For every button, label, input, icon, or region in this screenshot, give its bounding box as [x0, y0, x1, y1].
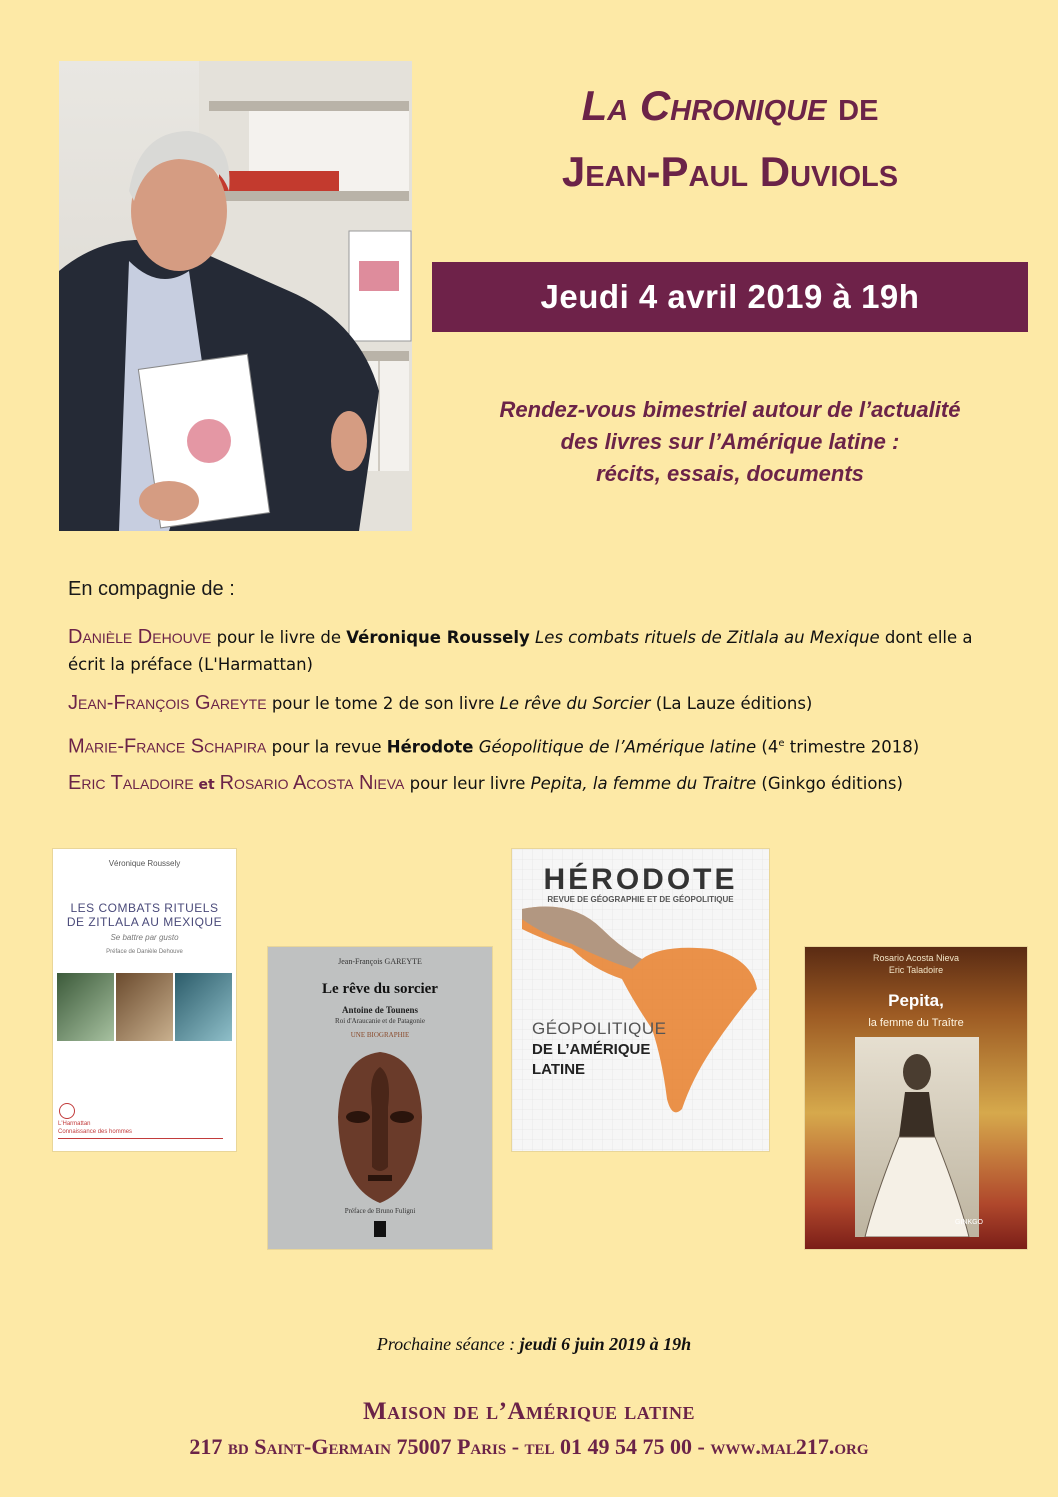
book2-title: Le rêve du sorcier: [322, 981, 438, 997]
guest-item: [68, 690, 1008, 717]
book4-publisher: GINKGO: [955, 1219, 984, 1226]
book3-title: HÉRODOTE: [543, 863, 738, 896]
next-session-label: Prochaine séance :: [376, 1334, 520, 1354]
guest-name: Marie-France Schapira: [68, 735, 267, 758]
guest-text: trimestre 2018): [784, 737, 920, 757]
guest-text: pour leur livre: [404, 774, 531, 793]
book2-author: Jean-François GAREYTE: [338, 957, 422, 966]
book-cover-herodote: [512, 849, 769, 1151]
organization-address: 217 bd Saint-Germain 75007 Paris - tel 01 49 54 75 00 - www.mal217.org: [189, 1434, 869, 1459]
guest-item: [68, 730, 1008, 761]
book2-genre: UNE BIOGRAPHIE: [350, 1031, 410, 1039]
guest-text: pour le tome 2 de son livre: [266, 694, 500, 713]
book4-subtitle: la femme du Traître: [868, 1017, 964, 1029]
next-session: [0, 1334, 1058, 1355]
subtitle-line1: Rendez-vous bimestriel autour de l’actualité: [499, 397, 961, 422]
book1-photo: [175, 973, 232, 1041]
event-date: Jeudi 4 avril 2019 à 19h: [540, 278, 920, 315]
book1-photo: [57, 973, 114, 1041]
event-date-banner: [432, 262, 1028, 332]
guest-name: Danièle Dehouve: [68, 626, 212, 648]
book4-title: Pepita,: [888, 991, 944, 1010]
guest-text: pour la revue: [266, 737, 387, 757]
guest-book-title: Pepita, la femme du Traitre: [530, 774, 757, 793]
guest-text: pour le livre de: [211, 628, 347, 647]
guest-name: Jean-François Gareyte: [68, 692, 267, 714]
book4-author2: Eric Taladoire: [888, 965, 944, 975]
guest-name: Eric Taladoire: [68, 772, 194, 794]
guest-text: (Ginkgo éditions): [756, 774, 903, 793]
book1-rule: [58, 1138, 223, 1139]
book3-theme-line1: GÉOPOLITIQUE: [532, 1019, 667, 1038]
guest-item: [68, 624, 1008, 678]
guest-name: Rosario Acosta Nieva: [219, 772, 405, 794]
portrait-illustration: [59, 61, 412, 531]
book1-photo: [116, 973, 173, 1041]
guest-author: Véronique Roussely: [346, 628, 530, 647]
guest-book-title: Les combats rituels de Zitlala au Mexique: [529, 628, 880, 647]
book1-photo-strip: [57, 973, 232, 1041]
subtitle-line3: récits, essais, documents: [596, 461, 864, 486]
guest-item: [68, 770, 1008, 799]
title-chronique: La Chronique: [581, 82, 827, 129]
guest-sup: e: [778, 738, 785, 749]
book-cover-combats-rituels: [53, 849, 236, 1151]
event-subtitle: [432, 394, 1028, 490]
book2-preface: Préface de Bruno Fuligni: [344, 1207, 416, 1215]
book4-portrait: [855, 1037, 979, 1237]
book4-author1: Rosario Acosta Nieva: [872, 953, 960, 963]
guest-journal: Hérodote: [386, 737, 474, 757]
book1-publisher: L'Harmattan: [58, 1121, 91, 1127]
tribal-mask-icon: [330, 1047, 430, 1207]
subtitle-line2: des livres sur l’Amérique latine :: [560, 429, 900, 454]
guest-text: (4: [756, 737, 779, 757]
book3-theme-line3: LATINE: [532, 1061, 586, 1078]
chronicle-title-line2: Jean-Paul Duviols: [561, 148, 899, 195]
portrait-photo: [59, 61, 412, 531]
guest-connector: et: [193, 777, 220, 793]
woman-portrait-icon: [855, 1037, 979, 1237]
book3-subtitle: REVUE DE GÉOGRAPHIE ET DE GÉOPOLITIQUE: [547, 895, 734, 904]
guest-text: dont elle a écrit la préface (L'Harmattan): [68, 628, 973, 674]
publisher-logo-icon: [374, 1221, 386, 1237]
book-cover-reve-sorcier: [268, 947, 492, 1249]
company-label: En compagnie de :: [68, 578, 235, 600]
guest-text: (La Lauze éditions): [650, 694, 813, 713]
title-de: de: [826, 82, 879, 129]
harmattan-logo-icon: [59, 1103, 75, 1119]
book-cover-pepita: [805, 947, 1027, 1249]
book1-preface: Préface de Danièle Dehouve: [106, 949, 183, 955]
book1-title-line2: DE ZITLALA AU MEXIQUE: [66, 915, 223, 929]
guest-book-title: Le rêve du Sorcier: [499, 694, 651, 713]
book1-title-line1: LES COMBATS RITUELS: [70, 901, 219, 915]
book2-subtitle1: Antoine de Tounens: [341, 1005, 419, 1015]
book1-author: Véronique Roussely: [108, 859, 181, 868]
book1-tagline: Se battre par gusto: [110, 933, 179, 942]
book3-theme-line2: DE L’AMÉRIQUE: [532, 1041, 651, 1058]
organization-name: Maison de l’Amérique latine: [363, 1398, 695, 1425]
next-session-date: jeudi 6 juin 2019 à 19h: [519, 1334, 692, 1354]
book1-series: Connaissance des hommes: [58, 1129, 133, 1135]
book2-subtitle2: Roi d'Araucanie et de Patagonie: [335, 1017, 425, 1025]
chronicle-title-line1: [432, 82, 1028, 130]
guest-book-title: Géopolitique de l’Amérique latine: [473, 737, 757, 757]
